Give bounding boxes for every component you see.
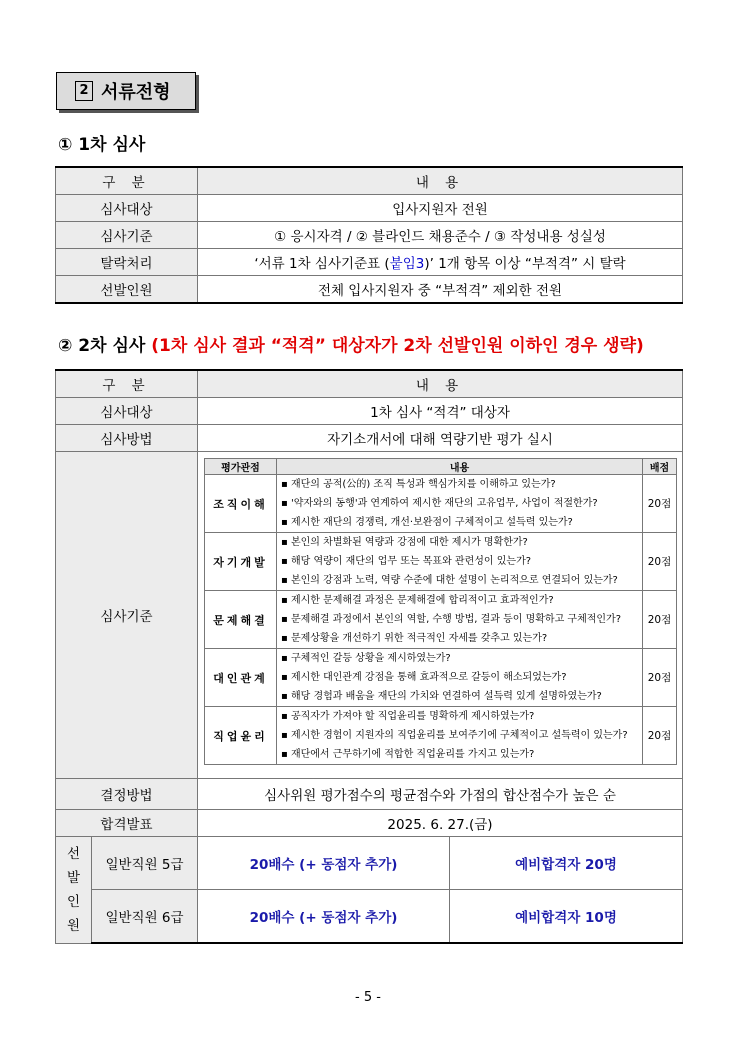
row-value: 2025. 6. 27.(금) (198, 810, 683, 837)
row-label: 탈락처리 (56, 249, 198, 276)
criteria-point: ▪ 재단의 공적(公的) 조직 특성과 핵심가치를 이해하고 있는가? (281, 479, 556, 490)
criteria-points (277, 475, 643, 533)
criteria-header-perspective: 평가관점 (205, 459, 277, 475)
criteria-score: 20점 (643, 649, 677, 707)
criteria-point: ▪ 문제해결 과정에서 본인의 역할, 수행 방법, 결과 등이 명확하고 구체적인가? (281, 614, 622, 625)
header-col1: 구 분 (56, 167, 198, 195)
criteria-point: ▪ 본인의 강점과 노력, 역량 수준에 대한 설명이 논리적으로 연결되어 있는가? (281, 575, 618, 586)
criteria-category: 직업윤리 (205, 707, 277, 765)
criteria-point: ▪ 제시한 재단의 경쟁력, 개선·보완점이 구체적이고 설득력 있는가? (281, 517, 573, 528)
value-post: )’ 1개 항목 이상 “부적격” 시 탈락 (424, 256, 626, 272)
criteria-point: ▪ '약자와의 동행'과 연계하여 제시한 재단의 고유업무, 사업이 적절한가? (281, 498, 598, 509)
criteria-points (277, 707, 643, 765)
row-label: 결정방법 (56, 779, 198, 810)
row-value: 전체 입사지원자 중 “부적격” 제외한 전원 (198, 276, 683, 304)
criteria-point: ▪ 구체적인 갈등 상황을 제시하였는가? (281, 653, 451, 664)
selection-label-char: 원 (66, 917, 81, 934)
row-label: 심사기준 (56, 222, 198, 249)
row-label: 심사대상 (56, 195, 198, 222)
criteria-score: 20점 (643, 533, 677, 591)
table-row (56, 249, 683, 276)
table-row (56, 425, 683, 452)
criteria-item-row (205, 475, 677, 533)
criteria-points (277, 533, 643, 591)
header-col2: 내 용 (198, 167, 683, 195)
header-col2: 내 용 (198, 370, 683, 398)
criteria-point: ▪ 제시한 경험이 지원자의 직업윤리를 보여주기에 구체적이고 설득력이 있는가? (281, 730, 628, 741)
criteria-point: ▪ 재단에서 근무하기에 적합한 직업윤리를 가지고 있는가? (281, 749, 535, 760)
criteria-score: 20점 (643, 591, 677, 649)
criteria-item-row (205, 707, 677, 765)
selection-position: 일반직원 5급 (92, 837, 198, 890)
selection-count: 20배수 (+ 동점자 추가) (198, 890, 450, 944)
criteria-header-content: 내용 (277, 459, 643, 475)
row-label: 합격발표 (56, 810, 198, 837)
criteria-point: ▪ 문제상황을 개선하기 위한 적극적인 자세를 갖추고 있는가? (281, 633, 548, 644)
criteria-score: 20점 (643, 475, 677, 533)
table-row (56, 222, 683, 249)
section-title: 서류전형 (101, 82, 171, 103)
selection-count: 20배수 (+ 동점자 추가) (198, 837, 450, 890)
row-value: 심사위원 평가점수의 평균점수와 가점의 합산점수가 높은 순 (198, 779, 683, 810)
criteria-header-score: 배점 (643, 459, 677, 475)
row-value: 자기소개서에 대해 역량기반 평가 실시 (198, 425, 683, 452)
criteria-item-row (205, 649, 677, 707)
criteria-score: 20점 (643, 707, 677, 765)
criteria-point: ▪ 본인의 차별화된 역량과 강점에 대한 제시가 명확한가? (281, 537, 528, 548)
section-title-box (56, 72, 196, 110)
page-number: - 5 - (355, 990, 381, 1005)
row-value: ① 응시자격 / ② 블라인드 채용준수 / ③ 작성내용 성실성 (198, 222, 683, 249)
criteria-point: ▪ 해당 역량이 재단의 업무 또는 목표와 관련성이 있는가? (281, 556, 532, 567)
row-label: 선발인원 (56, 276, 198, 304)
stage2-heading-main: ② 2차 심사 (58, 336, 146, 356)
criteria-item-row (205, 533, 677, 591)
stage2-heading-note: (1차 심사 결과 “적격” 대상자가 2차 선발인원 이하인 경우 생략) (151, 336, 644, 356)
stage2-heading (58, 331, 644, 356)
value-pre: ‘서류 1차 심사기준표 ( (254, 256, 390, 272)
row-value: 1차 심사 “적격” 대상자 (198, 398, 683, 425)
criteria-point: ▪ 해당 경험과 배움을 재단의 가치와 연결하여 설득력 있게 설명하였는가? (281, 691, 602, 702)
selection-row (56, 890, 683, 944)
stage1-header-row (56, 167, 683, 195)
stage2-table (55, 369, 683, 944)
selection-row (56, 837, 683, 890)
criteria-point: ▪ 제시한 문제해결 과정은 문제해결에 합리적이고 효과적인가? (281, 595, 554, 606)
selection-reserve: 예비합격자 10명 (450, 890, 683, 944)
selection-position: 일반직원 6급 (92, 890, 198, 944)
table-row (56, 779, 683, 810)
criteria-point: ▪ 공직자가 가져야 할 직업윤리를 명확하게 제시하였는가? (281, 711, 535, 722)
row-value: 입사지원자 전원 (198, 195, 683, 222)
attachment-ref: 붙임3 (389, 256, 425, 272)
table-row (56, 810, 683, 837)
section-number: 2 (75, 81, 93, 101)
stage1-heading: ① 1차 심사 (58, 135, 146, 155)
criteria-category: 조직이해 (205, 475, 277, 533)
table-row (56, 195, 683, 222)
criteria-category: 문제해결 (205, 591, 277, 649)
criteria-cell (198, 452, 683, 779)
selection-label-char: 발 (66, 869, 81, 886)
header-col1: 구 분 (56, 370, 198, 398)
criteria-points (277, 591, 643, 649)
selection-label-char: 인 (66, 893, 81, 910)
criteria-points (277, 649, 643, 707)
selection-label (56, 837, 92, 944)
table-row (56, 398, 683, 425)
criteria-item-row (205, 591, 677, 649)
criteria-table (204, 458, 677, 765)
selection-label-char: 선 (66, 845, 81, 862)
criteria-point: ▪ 제시한 대인관계 강점을 통해 효과적으로 갈등이 해소되었는가? (281, 672, 567, 683)
stage1-table (55, 166, 683, 304)
row-value (198, 249, 683, 276)
table-row (56, 276, 683, 304)
criteria-category: 대인관계 (205, 649, 277, 707)
row-label: 심사대상 (56, 398, 198, 425)
criteria-header-row (205, 459, 677, 475)
row-label: 심사기준 (56, 452, 198, 779)
stage2-header-row (56, 370, 683, 398)
criteria-category: 자기개발 (205, 533, 277, 591)
criteria-row (56, 452, 683, 779)
row-label: 심사방법 (56, 425, 198, 452)
selection-reserve: 예비합격자 20명 (450, 837, 683, 890)
